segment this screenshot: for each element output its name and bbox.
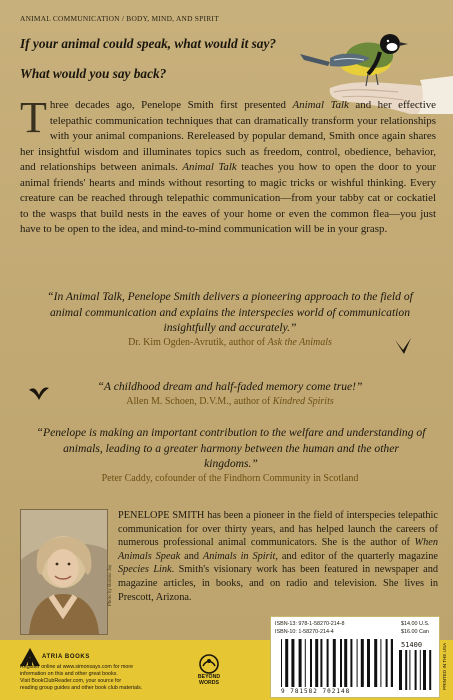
note-line: Visit BookClubReader.com, your source for (20, 678, 122, 684)
barcode-bar (361, 639, 364, 687)
barcode-bar (420, 650, 421, 690)
flying-bird-icon (393, 336, 413, 358)
barcode-bar (391, 639, 393, 687)
bio-text-4: . Smith's visionary work has been featured in newspaper and magazine articles, in books, and on radio and television. She lives in Prescott, Arizona. (118, 564, 438, 603)
quote-1-end: delivers a pioneering approach to the field of animal communication and explains the interspecies world of communication insightfully and accurately.” (49, 290, 413, 334)
price-code: 51400 (401, 641, 423, 649)
barcode-bar (315, 639, 318, 687)
barcode-bar (367, 639, 370, 687)
title-reference-2: Animal Talk (182, 161, 237, 173)
description-text-3: teaches you how to open the door to your animal friends' hearts and minds without resorting to magic tricks or wishful thinking. Every creature can be reached through telepathic communication—from your tabby cat or cockatiel to the wasps that build nests in the eaves of your home or even the common flea—you just have to be open to the idea, and mind-to-mind communication will be in your grasp. (20, 161, 437, 235)
book-description (20, 93, 437, 238)
quote-1-emphasis: Penelope Smith (127, 290, 201, 303)
photo-credit: Photo by Bonnie Jay (108, 564, 113, 606)
isbn-13: ISBN-13: 978-1-58270-214-8 (275, 621, 345, 627)
barcode-bar (291, 639, 294, 687)
title-reference-1: Animal Talk (292, 99, 349, 111)
price-us: $14.00 U.S. (401, 621, 430, 627)
note-line: reading group guides and other book club materials. (20, 685, 143, 691)
bio-text-3: , and editor of the quarterly magazine (275, 550, 439, 562)
endorsement-quote-2: “A childhood dream and half-faded memory come true!” (97, 380, 363, 393)
headline-question-2: What would you say back? (20, 66, 167, 81)
attribution-2-title: Kindred Spirits (272, 396, 334, 407)
beyond-words-logo-icon (199, 654, 219, 674)
quote-1-start: “In Animal Talk, (47, 290, 128, 303)
author-photo (20, 509, 108, 635)
price-barcode (399, 650, 435, 690)
barcode-bar (350, 639, 352, 687)
attribution-2-text: Allen M. Schoen, D.V.M., author of (126, 396, 273, 407)
publisher-note (20, 664, 180, 692)
category-label: ANIMAL COMMUNICATION / BODY, MIND, AND SPIRIT (20, 14, 219, 23)
book-title-2: Animals in Spirit (202, 550, 276, 562)
isbn-10: ISBN-10: 1-58270-214-4 (275, 629, 334, 635)
barcode-bar (285, 639, 288, 687)
barcode-bar (333, 639, 336, 687)
note-line: information on this and other great books. (20, 671, 118, 677)
barcode-bar (281, 639, 282, 687)
barcode-bar (409, 650, 410, 690)
barcode-number: 9 781582 702148 (281, 688, 351, 695)
bio-text-2: and (180, 550, 203, 562)
author-name: PENELOPE SMITH (118, 510, 205, 521)
printed-in-usa: PRINTED IN THE USA (442, 642, 447, 690)
barcode-bar (423, 650, 426, 690)
barcode-panel (270, 616, 440, 698)
barcode-bar (327, 639, 329, 687)
description-text-2: and her effective telepathic communication techniques that can dramatically transform your relationships with your animal companions. Rereleased by popular demand, Smith once again shares her insightful wisdom and illuminates topics such as freedom, control, obedience, behavior, and relationships between animals. (20, 99, 436, 173)
publisher-name: ATRIA BOOKS (42, 654, 90, 660)
flying-bird-icon (28, 384, 50, 402)
endorsement-quote-3: “Penelope is making an important contribution to the welfare and understanding of animals, leading to a greater harmony between the human and the other kingdoms.” (36, 426, 426, 470)
endorsement-attribution-2 (50, 396, 410, 407)
barcode-bar (305, 639, 306, 687)
headline-question-1: If your animal could speak, what would it say? (20, 36, 276, 51)
barcode-bar (415, 650, 417, 690)
imprint-line-2: WORDS (199, 680, 219, 686)
magazine-title: Species Link (118, 564, 172, 576)
bio-text-1: has been a pioneer in the field of interspecies telepathic communication for over thirty years, and has helped launch the careers of numerous professional animal communicators. She is the author of (118, 510, 438, 549)
barcode-bar (399, 650, 402, 690)
book-title-1: When Animals Speak (118, 537, 438, 562)
endorsement-attribution-3: Peter Caddy, cofounder of the Findhorn Community in Scotland (101, 473, 359, 484)
barcode-bar (380, 639, 381, 687)
imprint-line-1: BEYOND (197, 674, 221, 680)
barcode-bar (374, 639, 377, 687)
barcode-bar (405, 650, 407, 690)
note-line: Register online at www.simonsays.com for more (20, 664, 134, 670)
endorsement-attribution-1 (60, 337, 400, 348)
endorsement-quote-1 (40, 289, 420, 336)
barcode-bar (357, 639, 358, 687)
drop-cap: T (20, 93, 47, 142)
barcode-bar (344, 639, 347, 687)
author-bio (118, 509, 438, 604)
imprint-name (189, 674, 229, 686)
price-can: $16.00 Can (401, 629, 429, 635)
barcode-bar (340, 639, 342, 687)
barcode-bar (429, 650, 431, 690)
barcode-bar (320, 639, 322, 687)
attribution-1-title: Ask the Animals (267, 337, 332, 348)
barcode-bar (299, 639, 302, 687)
author-portrait-illustration (21, 510, 107, 634)
barcode-bar (310, 639, 312, 687)
attribution-1-text: Dr. Kim Ogden-Avrutik, author of (128, 337, 268, 348)
description-text-1: hree decades ago, Penelope Smith first presented (49, 99, 293, 111)
barcode-bar (386, 639, 388, 687)
ean-barcode (281, 639, 393, 687)
